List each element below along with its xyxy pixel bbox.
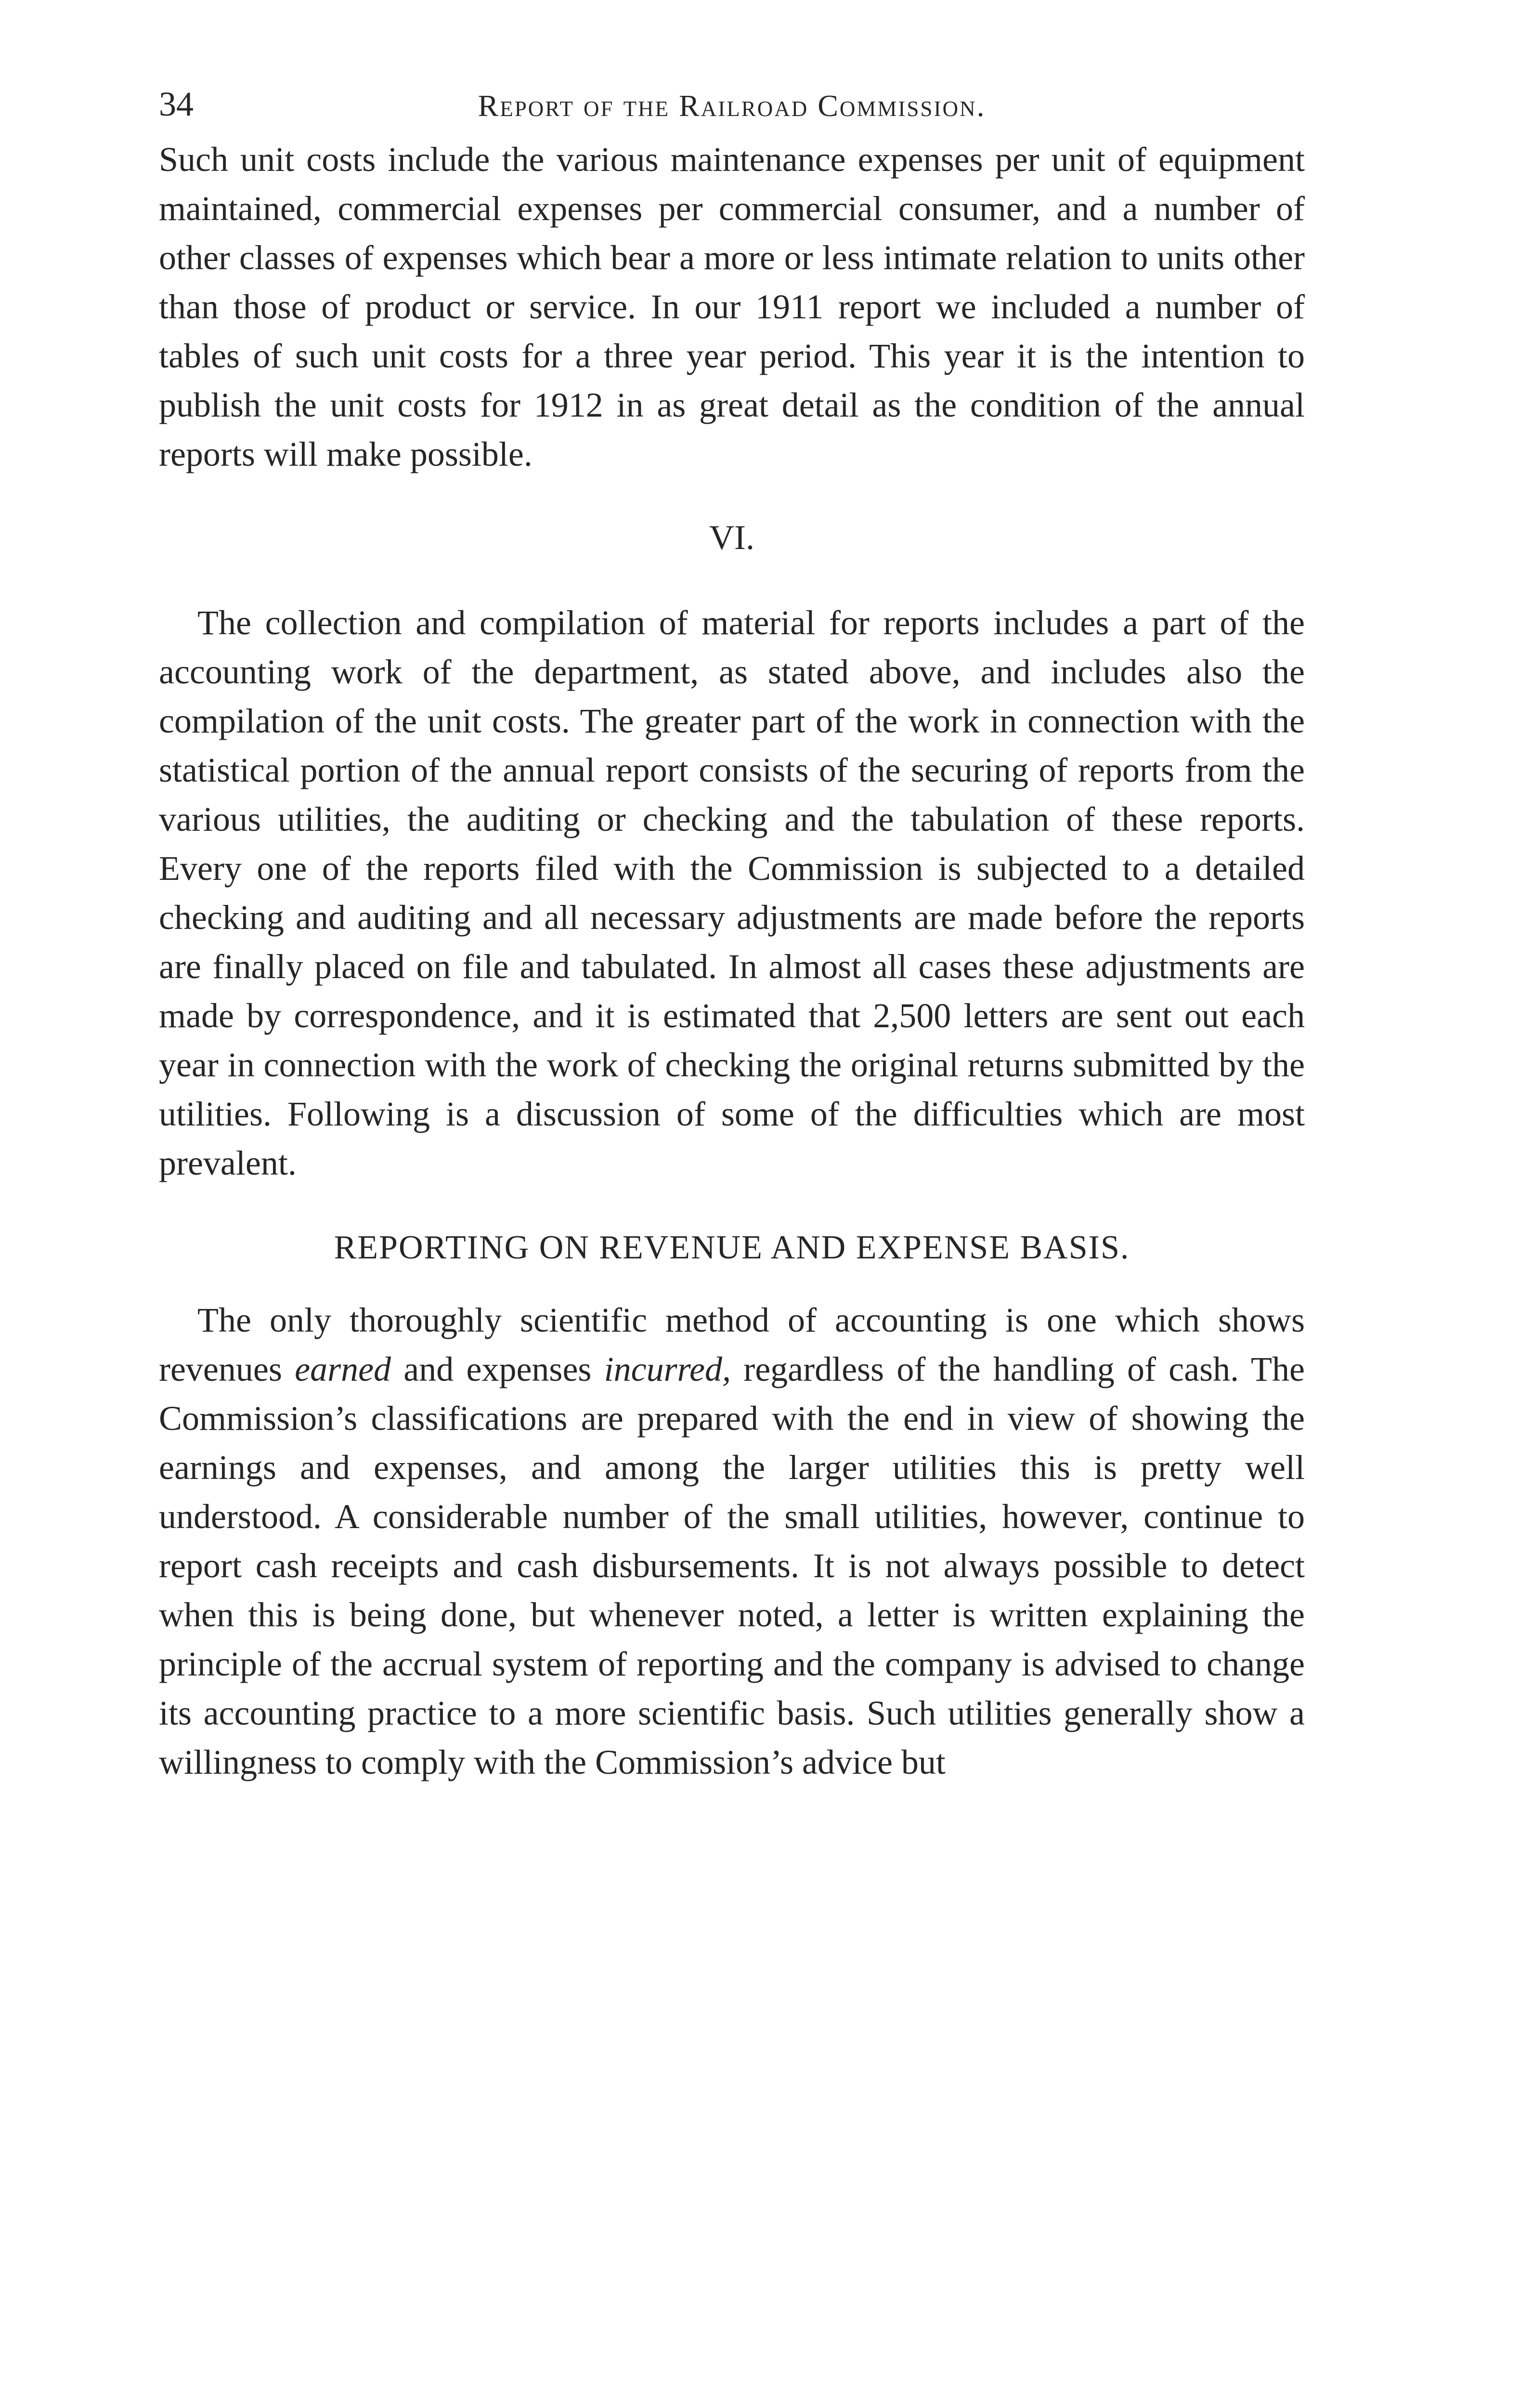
running-head xyxy=(159,72,1305,135)
page-number: 34 xyxy=(159,85,194,123)
paragraph-collection-of-reports: The collection and compilation of material for reports includes a part of the accounting work of the department, as stated above, and includes also the compilation of the unit costs. The greater part of the work in connection with the statistical portion of the annual report consists of the securing of reports from the various utilities, the auditing or checking and the tabulation of these reports. Every one of the reports filed with the Commission is subjected to a detailed checking and auditing and all necessary adjustments are made before the reports are finally placed on file and tabulated. In almost all cases these adjustments are made by correspondence, and it is estimated that 2,500 letters are sent out each year in connection with the work of checking the original returns submitted by the utilities. Following is a discussion of some of the difficulties which are most prevalent. xyxy=(159,603,1305,1182)
italic-incurred: incurred, xyxy=(604,1350,731,1388)
paragraph-text: The only thoroughly scientific method of accounting is one which shows revenues xyxy=(159,1301,1305,1388)
paragraph-text: and expenses xyxy=(391,1350,604,1388)
section-number: VI. xyxy=(709,518,754,557)
paragraph-text: regardless of the handling of cash. The Commission’s classifications are prepared with the end in view of showing the earnings and expenses, and among the larger utilities this is pretty well understood. A considerable number of the small utilities, however, continue to report cash receipts and cash disbursements. It is not always possible to detect when this is being done, but whenever noted, a letter is written explaining the principle of the accrual system of reporting and the company is advised to change its accounting practice to a more scientific basis. Such utilities generally show a willingness to comply with the Commission’s advice but xyxy=(159,1350,1305,1781)
paragraph-accrual-accounting xyxy=(159,1296,1305,1787)
running-title: Report of the Railroad Commission. xyxy=(478,89,986,123)
book-page xyxy=(159,72,1305,1787)
paragraph-unit-costs: Such unit costs include the various maintenance expenses per unit of equipment maintained, commercial expenses per commercial consumer, and a number of other classes of expenses which bear a more or less intimate relation to units other than those of product or service. In our 1911 report we included a number of tables of such unit costs for a three year period. This year it is the intention to publish the unit costs for 1912 in as great detail as the condition of the annual reports will make possible. xyxy=(159,140,1305,473)
italic-earned: earned xyxy=(295,1350,391,1388)
section-heading: REPORTING ON REVENUE AND EXPENSE BASIS. xyxy=(334,1229,1130,1266)
